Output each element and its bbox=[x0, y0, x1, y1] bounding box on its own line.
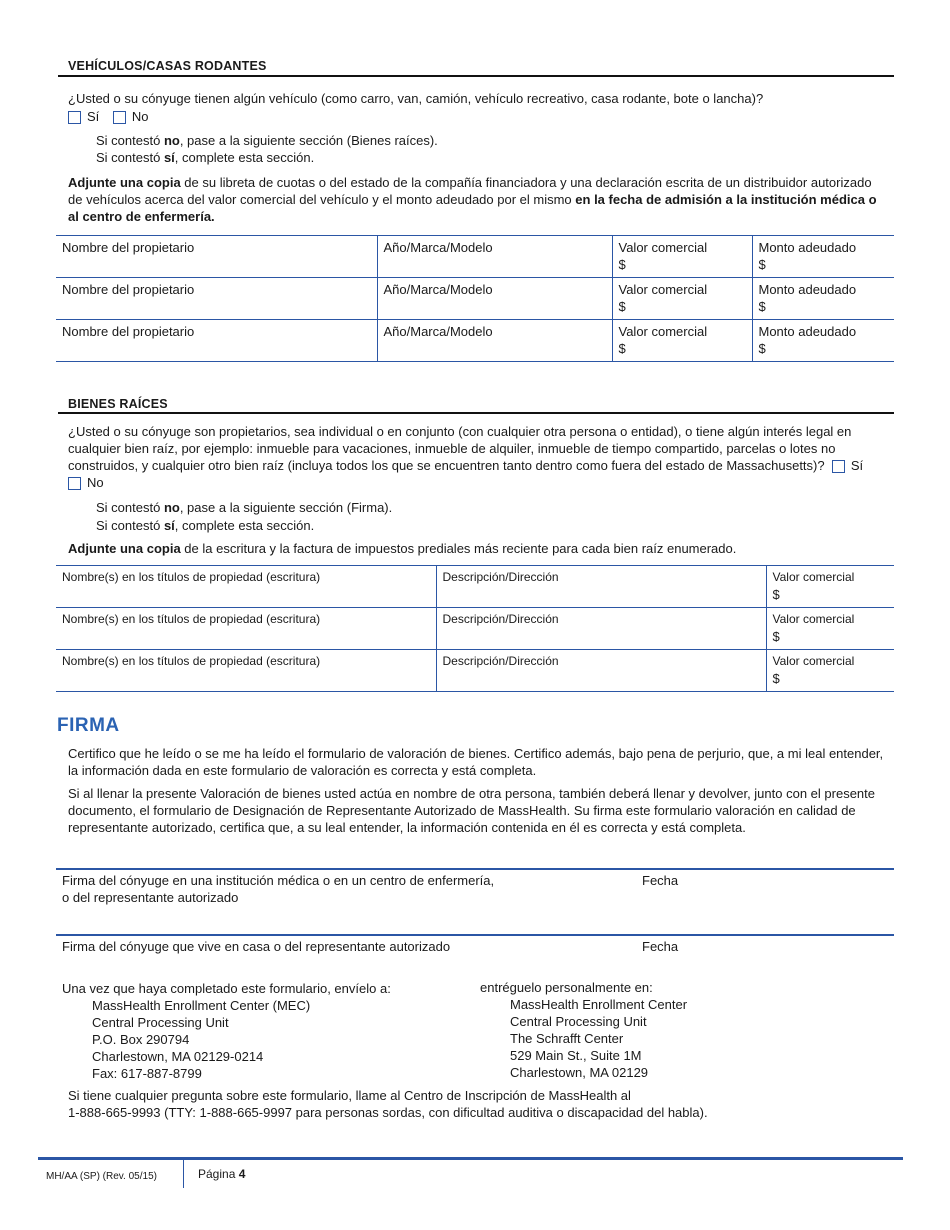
mail-intro: Una vez que haya completado este formulario, envíelo a: bbox=[62, 981, 391, 996]
date-label-2: Fecha bbox=[642, 939, 679, 954]
vehicles-if-no-post: , pase a la siguiente sección (Bienes raíces). bbox=[179, 133, 438, 148]
table-row bbox=[56, 608, 894, 650]
table-row bbox=[56, 320, 894, 362]
property-description-cell[interactable] bbox=[436, 566, 766, 608]
vehicle-owed-cell[interactable] bbox=[752, 320, 894, 362]
vehicles-attach-bold2: en la fecha de admisión a la institución médica o al centro de enfermería. bbox=[68, 192, 877, 224]
signature-line-2[interactable] bbox=[56, 934, 894, 936]
real-estate-question bbox=[68, 423, 888, 491]
real-estate-question-text: ¿Usted o su cónyuge son propietarios, sea individual o en conjunto (con cualquier otra persona o entidad), o tiene algún interés legal en cualquier bien raíz, por ejemplo: inmueble para vacaciones, inmueble de alquiler, inmueble de tiempo compartido, parcelas o lotes no construidos, y cualquier otro bien raíz (incluya todos los que se encuentren tanto dentro como fuera del estado de Massachusetts)? bbox=[68, 424, 852, 473]
cell-label: Descripción/Dirección bbox=[442, 654, 559, 668]
vehicle-ymm-cell[interactable] bbox=[377, 320, 612, 362]
cell-label: Monto adeudado bbox=[758, 324, 857, 339]
cell-label: Nombre(s) en los títulos de propiedad (escritura) bbox=[62, 570, 321, 584]
questions-line-2: 1-888-665-9993 (TTY: 1-888-665-9997 para personas sordas, con dificultad auditiva o discapacidad del habla). bbox=[68, 1105, 708, 1120]
real-estate-no-label: No bbox=[87, 475, 104, 490]
vehicles-if-no bbox=[96, 132, 438, 149]
currency-sign: $ bbox=[758, 341, 766, 356]
page-indicator bbox=[198, 1166, 245, 1183]
cell-label: Valor comercial bbox=[772, 570, 855, 584]
page-number: 4 bbox=[238, 1167, 246, 1181]
cell-label: Año/Marca/Modelo bbox=[383, 324, 493, 339]
currency-sign: $ bbox=[618, 257, 626, 272]
real-estate-if-no bbox=[96, 499, 392, 516]
deliver-intro: entréguelo personalmente en: bbox=[480, 980, 653, 995]
mail-line: Central Processing Unit bbox=[92, 1015, 229, 1030]
vehicles-no-checkbox[interactable] bbox=[113, 111, 126, 124]
property-names-cell[interactable] bbox=[56, 566, 436, 608]
table-row bbox=[56, 236, 894, 278]
vehicles-heading: VEHÍCULOS/CASAS RODANTES bbox=[68, 59, 267, 73]
questions-contact bbox=[68, 1087, 888, 1121]
vehicle-value-cell[interactable] bbox=[612, 278, 752, 320]
property-value-cell[interactable] bbox=[766, 608, 894, 650]
table-row bbox=[56, 650, 894, 692]
cell-label: Nombre del propietario bbox=[62, 324, 195, 339]
signature-title: FIRMA bbox=[57, 715, 120, 736]
cell-label: Valor comercial bbox=[772, 612, 855, 626]
vehicles-attach-instructions bbox=[68, 174, 883, 225]
vehicles-if-yes bbox=[96, 149, 314, 166]
vehicles-if-yes-pre: Si contestó bbox=[96, 150, 164, 165]
page-label: Página bbox=[198, 1167, 236, 1181]
vehicles-question: ¿Usted o su cónyuge tienen algún vehículo (como carro, van, camión, vehículo recreativo, casa rodante, bote o lancha)? bbox=[68, 91, 764, 106]
property-names-cell[interactable] bbox=[56, 650, 436, 692]
property-description-cell[interactable] bbox=[436, 608, 766, 650]
deliver-line: 529 Main St., Suite 1M bbox=[510, 1048, 642, 1063]
real-estate-no-checkbox[interactable] bbox=[68, 477, 81, 490]
real-estate-if-no-bold: no bbox=[163, 500, 180, 515]
deliver-line: MassHealth Enrollment Center bbox=[510, 997, 688, 1012]
real-estate-if-yes bbox=[96, 517, 314, 534]
vehicles-yes-no bbox=[68, 108, 149, 125]
mail-address-block bbox=[62, 980, 472, 1082]
form-id: MH/AA (SP) (Rev. 05/15) bbox=[46, 1171, 157, 1182]
signature-line-1-label-b: o del representante autorizado bbox=[62, 890, 239, 905]
vehicles-yes-label: Sí bbox=[87, 109, 100, 124]
vehicle-value-cell[interactable] bbox=[612, 320, 752, 362]
cell-label: Año/Marca/Modelo bbox=[383, 282, 493, 297]
real-estate-if-yes-pre: Si contestó bbox=[96, 518, 164, 533]
vehicles-attach-text: de su libreta de cuotas o del estado de la compañía financiadora y una declaración escrita de un distribuidor autorizado de vehículos acerca del valor comercial del vehículo y el monto adeudado por el mismo bbox=[68, 175, 872, 207]
vehicle-ymm-cell[interactable] bbox=[377, 236, 612, 278]
cell-label: Nombre del propietario bbox=[62, 240, 195, 255]
cell-label: Valor comercial bbox=[772, 654, 855, 668]
mail-fax: Fax: 617-887-8799 bbox=[92, 1066, 202, 1081]
vehicles-attach-bold1: Adjunte una copia bbox=[68, 175, 181, 190]
real-estate-if-no-post: , pase a la siguiente sección (Firma). bbox=[179, 500, 393, 515]
footer-rule bbox=[38, 1157, 903, 1160]
real-estate-attach-text: de la escritura y la factura de impuestos prediales más reciente para cada bien raíz enumerado. bbox=[180, 541, 737, 556]
real-estate-heading: BIENES RAÍCES bbox=[68, 397, 168, 411]
vehicle-ymm-cell[interactable] bbox=[377, 278, 612, 320]
property-names-cell[interactable] bbox=[56, 608, 436, 650]
deliver-address-block bbox=[480, 979, 880, 1081]
currency-sign: $ bbox=[758, 257, 766, 272]
signature-representative-paragraph: Si al llenar la presente Valoración de bienes usted actúa en nombre de otra persona, también deberá llenar y devolver, junto con el presente documento, el formulario de Designación de Representante Autorizado de MassHealth. Su firma este formulario valoración en calidad de representante autorizado, certifica que, a su leal entender, la información contenida en él es correcta y está completa. bbox=[68, 786, 875, 835]
vehicle-owed-cell[interactable] bbox=[752, 236, 894, 278]
vehicles-if-no-bold: no bbox=[163, 133, 180, 148]
real-estate-table bbox=[56, 565, 894, 692]
cell-label: Valor comercial bbox=[618, 240, 708, 255]
vehicles-no-label: No bbox=[131, 109, 149, 124]
mail-line: Charlestown, MA 02129-0214 bbox=[92, 1049, 264, 1064]
property-value-cell[interactable] bbox=[766, 566, 894, 608]
cell-label: Nombre(s) en los títulos de propiedad (escritura) bbox=[62, 654, 321, 668]
currency-sign: $ bbox=[758, 299, 766, 314]
vehicles-if-yes-bold: sí bbox=[163, 150, 175, 165]
currency-sign: $ bbox=[618, 299, 626, 314]
cell-label: Año/Marca/Modelo bbox=[383, 240, 493, 255]
currency-sign: $ bbox=[772, 629, 780, 644]
property-value-cell[interactable] bbox=[766, 650, 894, 692]
date-label-1: Fecha bbox=[642, 873, 679, 888]
vehicles-if-yes-post: , complete esta sección. bbox=[174, 150, 315, 165]
vehicles-yes-checkbox[interactable] bbox=[68, 111, 81, 124]
real-estate-if-no-pre: Si contestó bbox=[96, 500, 164, 515]
cell-label: Descripción/Dirección bbox=[442, 612, 559, 626]
deliver-line: Central Processing Unit bbox=[510, 1014, 647, 1029]
cell-label: Descripción/Dirección bbox=[442, 570, 559, 584]
footer-divider bbox=[183, 1160, 184, 1188]
currency-sign: $ bbox=[772, 671, 780, 686]
vehicle-owner-cell[interactable] bbox=[56, 236, 377, 278]
signature-line-2-label: Firma del cónyuge que vive en casa o del representante autorizado bbox=[62, 939, 451, 954]
vehicles-if-no-pre: Si contestó bbox=[96, 133, 164, 148]
deliver-line: Charlestown, MA 02129 bbox=[510, 1065, 649, 1080]
real-estate-yes-label: Sí bbox=[850, 458, 864, 473]
signature-line-1-label-a: Firma del cónyuge en una institución médica o en un centro de enfermería, bbox=[62, 873, 495, 888]
signature-line-1[interactable] bbox=[56, 868, 894, 870]
real-estate-attach-instructions bbox=[68, 540, 888, 557]
real-estate-if-yes-post: , complete esta sección. bbox=[174, 518, 315, 533]
mail-line: MassHealth Enrollment Center (MEC) bbox=[92, 998, 311, 1013]
cell-label: Monto adeudado bbox=[758, 240, 857, 255]
vehicle-owner-cell[interactable] bbox=[56, 320, 377, 362]
questions-line-1: Si tiene cualquier pregunta sobre este formulario, llame al Centro de Inscripción de MassHealth al bbox=[68, 1088, 631, 1103]
vehicle-owed-cell[interactable] bbox=[752, 278, 894, 320]
real-estate-yes-checkbox[interactable] bbox=[832, 460, 845, 473]
cell-label: Valor comercial bbox=[618, 324, 708, 339]
cell-label: Nombre(s) en los títulos de propiedad (escritura) bbox=[62, 612, 321, 626]
table-row bbox=[56, 566, 894, 608]
real-estate-heading-rule bbox=[58, 412, 894, 414]
cell-label: Nombre del propietario bbox=[62, 282, 195, 297]
property-description-cell[interactable] bbox=[436, 650, 766, 692]
currency-sign: $ bbox=[772, 587, 780, 602]
signature-line-1-label bbox=[62, 872, 622, 906]
vehicles-table bbox=[56, 235, 894, 362]
vehicles-heading-rule bbox=[58, 75, 894, 77]
mail-line: P.O. Box 290794 bbox=[92, 1032, 190, 1047]
real-estate-if-yes-bold: sí bbox=[163, 518, 175, 533]
real-estate-attach-bold: Adjunte una copia bbox=[68, 541, 181, 556]
cell-label: Valor comercial bbox=[618, 282, 708, 297]
signature-certify-paragraph: Certifico que he leído o se me ha leído el formulario de valoración de bienes. Certifico además, bajo pena de perjurio, que, a mi leal entender, la información dada en este formulario de valoración es correcta y está completa. bbox=[68, 746, 884, 778]
cell-label: Monto adeudado bbox=[758, 282, 857, 297]
currency-sign: $ bbox=[618, 341, 626, 356]
vehicle-value-cell[interactable] bbox=[612, 236, 752, 278]
table-row bbox=[56, 278, 894, 320]
vehicle-owner-cell[interactable] bbox=[56, 278, 377, 320]
deliver-line: The Schrafft Center bbox=[510, 1031, 624, 1046]
